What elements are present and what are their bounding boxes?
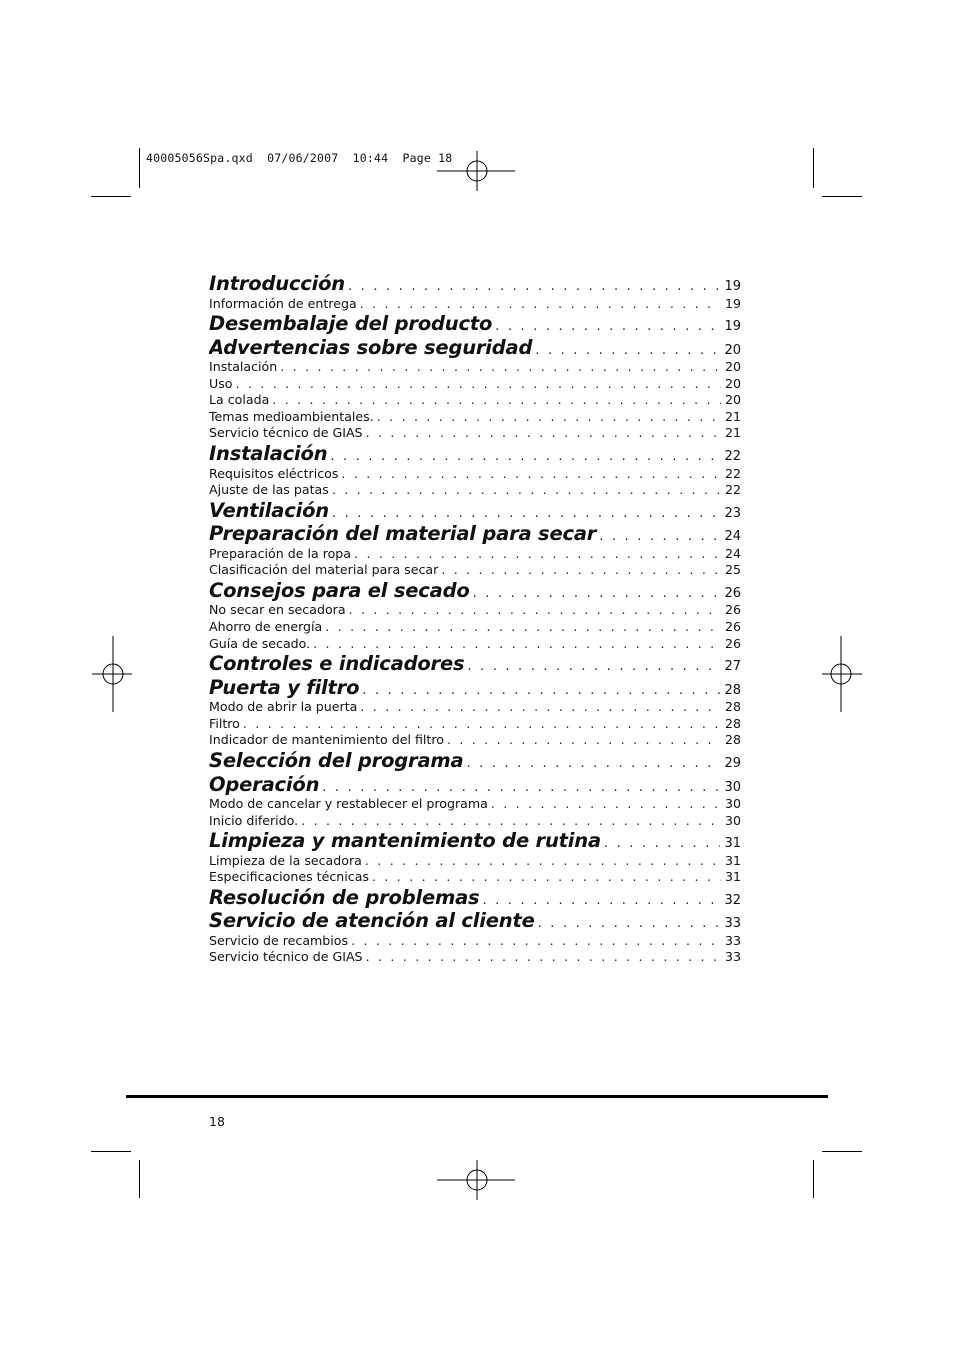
toc-title: Operación	[209, 772, 320, 796]
toc-leader-dots	[351, 933, 721, 948]
toc-entry[interactable]	[209, 813, 741, 830]
registration-mark-bottom	[437, 1140, 517, 1220]
toc-page-number: 26	[724, 635, 741, 651]
toc-heading[interactable]	[209, 312, 741, 336]
toc-leader-dots	[604, 836, 721, 851]
toc-title: Guía de secado.	[209, 635, 311, 651]
toc-title: Servicio de atención al cliente	[209, 909, 535, 933]
toc-entry[interactable]	[209, 853, 741, 870]
toc-page-number: 20	[724, 392, 741, 408]
toc-page-number: 28	[724, 715, 741, 731]
toc-leader-dots	[322, 780, 720, 795]
toc-page-number: 19	[724, 319, 741, 335]
toc-leader-dots	[535, 343, 720, 358]
toc-page-number: 22	[724, 482, 741, 498]
toc-title: Resolución de problemas	[209, 885, 480, 909]
toc-title: Preparación de la ropa	[209, 545, 352, 561]
toc-leader-dots	[473, 586, 721, 601]
toc-title: Servicio técnico de GIAS	[209, 949, 363, 965]
toc-page-number: 22	[724, 449, 741, 465]
toc-title: Servicio de recambios	[209, 932, 349, 948]
toc-heading[interactable]	[209, 652, 741, 676]
toc-page-number: 29	[724, 756, 741, 771]
toc-heading[interactable]	[209, 909, 741, 933]
crop-mark-tr-v	[813, 148, 814, 188]
toc-entry[interactable]	[209, 392, 741, 409]
toc-heading[interactable]	[209, 773, 741, 797]
toc-heading[interactable]	[209, 442, 741, 466]
toc-page-number: 33	[724, 932, 741, 948]
toc-entry[interactable]	[209, 296, 741, 313]
toc-heading[interactable]	[209, 749, 741, 773]
toc-title: Preparación del material para secar	[209, 522, 597, 546]
toc-page-number: 21	[724, 425, 741, 441]
toc-leader-dots	[341, 466, 721, 481]
toc-heading[interactable]	[209, 499, 741, 523]
page-number: 18	[209, 1114, 225, 1129]
toc-page-number: 20	[724, 375, 741, 391]
toc-leader-dots	[354, 546, 721, 561]
toc-heading[interactable]	[209, 829, 741, 853]
toc-page-number: 30	[724, 779, 741, 795]
toc-heading[interactable]	[209, 886, 741, 910]
toc-entry[interactable]	[209, 562, 741, 579]
toc-page-number: 22	[724, 465, 741, 481]
toc-title: Filtro	[209, 715, 240, 731]
toc-leader-dots	[491, 796, 721, 811]
toc-leader-dots	[325, 619, 721, 634]
toc-leader-dots	[467, 756, 721, 771]
toc-page-number: 31	[724, 836, 741, 852]
toc-entry[interactable]	[209, 602, 741, 619]
registration-mark-left	[92, 636, 132, 712]
toc-leader-dots	[313, 636, 721, 651]
toc-leader-dots	[348, 279, 720, 294]
registration-mark-right	[822, 636, 862, 712]
toc-heading[interactable]	[209, 272, 741, 296]
toc-leader-dots	[372, 869, 721, 884]
toc-leader-dots	[441, 562, 721, 577]
toc-title: Temas medioambientales.	[209, 408, 374, 424]
toc-page-number: 19	[724, 295, 741, 311]
footer-rule	[126, 1095, 828, 1098]
toc-leader-dots	[301, 813, 721, 828]
toc-title: Servicio técnico de GIAS	[209, 425, 363, 441]
toc-page-number: 33	[724, 916, 741, 932]
toc-heading[interactable]	[209, 522, 741, 546]
toc-title: La colada	[209, 392, 270, 408]
toc-leader-dots	[538, 916, 721, 931]
toc-page-number: 21	[724, 408, 741, 424]
toc-title: Ahorro de energía	[209, 619, 323, 635]
toc-page-number: 31	[724, 869, 741, 885]
toc-title: Limpieza de la secadora	[209, 852, 362, 868]
toc-heading[interactable]	[209, 676, 741, 700]
toc-title: Información de entrega	[209, 295, 357, 311]
toc-title: Clasificación del material para secar	[209, 562, 439, 578]
toc-leader-dots	[332, 482, 721, 497]
toc-page-number: 28	[724, 732, 741, 748]
toc-title: Desembalaje del producto	[209, 312, 493, 336]
toc-entry[interactable]	[209, 546, 741, 563]
toc-title: No secar en secadora	[209, 602, 346, 618]
toc-entry[interactable]	[209, 699, 741, 716]
crop-mark-br-h	[822, 1151, 862, 1152]
toc-page-number: 24	[724, 545, 741, 561]
toc-title: Puerta y filtro	[209, 675, 360, 699]
toc-title: Limpieza y mantenimiento de rutina	[209, 829, 601, 853]
toc-leader-dots	[467, 659, 720, 674]
toc-entry[interactable]	[209, 732, 741, 749]
toc-title: Indicador de mantenimiento del filtro	[209, 732, 444, 748]
toc-leader-dots	[235, 376, 720, 391]
toc-leader-dots	[332, 506, 721, 521]
toc-leader-dots	[366, 949, 721, 964]
toc-heading[interactable]	[209, 336, 741, 360]
toc-page-number: 33	[724, 949, 741, 965]
toc-entry[interactable]	[209, 636, 741, 653]
print-slug: 40005056Spa.qxd 07/06/2007 10:44 Page 18	[146, 151, 453, 165]
toc-page-number: 26	[724, 585, 741, 601]
toc-title: Inicio diferido.	[209, 812, 299, 828]
toc-page-number: 28	[724, 682, 741, 698]
crop-mark-bl-h	[91, 1151, 131, 1152]
toc-entry[interactable]	[209, 933, 741, 950]
toc-leader-dots	[349, 602, 721, 617]
toc-page-number: 30	[724, 812, 741, 828]
toc-page-number: 28	[724, 699, 741, 715]
toc-title: Controles e indicadores	[209, 652, 465, 676]
toc-page-number: 27	[724, 659, 741, 675]
toc-heading[interactable]	[209, 579, 741, 603]
toc-entry[interactable]	[209, 425, 741, 442]
toc-page-number: 20	[724, 359, 741, 375]
toc-leader-dots	[599, 529, 720, 544]
toc-page-number: 24	[724, 529, 741, 545]
toc-entry[interactable]	[209, 482, 741, 499]
toc-entry[interactable]	[209, 869, 741, 886]
toc-entry[interactable]	[209, 949, 741, 966]
toc-title: Especificaciones técnicas	[209, 869, 369, 885]
toc-leader-dots	[495, 319, 720, 334]
toc-page-number: 31	[724, 852, 741, 868]
toc-title: Advertencias sobre seguridad	[209, 335, 533, 359]
toc-entry[interactable]	[209, 376, 741, 393]
crop-mark-br-v	[813, 1160, 814, 1198]
registration-mark-top	[437, 131, 517, 211]
toc-page-number: 26	[724, 602, 741, 618]
toc-page-number: 25	[724, 562, 741, 578]
toc-leader-dots	[447, 732, 721, 747]
toc-title: Ajuste de las patas	[209, 482, 329, 498]
toc-leader-dots	[377, 409, 721, 424]
toc-title: Instalación	[209, 442, 328, 466]
toc-page-number: 23	[724, 505, 741, 521]
toc-leader-dots	[482, 893, 720, 908]
toc-entry[interactable]	[209, 716, 741, 733]
toc-leader-dots	[243, 716, 721, 731]
toc-title: Selección del programa	[209, 749, 464, 772]
toc-entry[interactable]	[209, 409, 741, 426]
toc-title: Modo de cancelar y restablecer el programa	[209, 796, 488, 811]
toc-leader-dots	[360, 296, 721, 311]
toc-entry[interactable]	[209, 359, 741, 376]
toc-entry[interactable]	[209, 796, 741, 813]
crop-mark-bl-v	[139, 1160, 140, 1198]
toc-page-number: 20	[724, 342, 741, 358]
table-of-contents	[209, 272, 741, 966]
toc-title: Uso	[209, 375, 233, 391]
toc-page-number: 19	[724, 279, 741, 294]
toc-leader-dots	[362, 683, 720, 698]
toc-title: Modo de abrir la puerta	[209, 699, 358, 715]
toc-page-number: 30	[724, 796, 741, 811]
toc-page-number: 26	[724, 619, 741, 635]
toc-entry[interactable]	[209, 466, 741, 483]
crop-mark-tr-h	[822, 196, 862, 197]
toc-title: Introducción	[209, 272, 345, 295]
toc-leader-dots	[366, 425, 721, 440]
toc-leader-dots	[280, 359, 721, 374]
toc-leader-dots	[330, 449, 720, 464]
toc-page-number: 32	[724, 892, 741, 908]
toc-entry[interactable]	[209, 619, 741, 636]
crop-mark-tl-v	[139, 148, 140, 188]
toc-leader-dots	[272, 392, 721, 407]
crop-mark-tl-h	[91, 196, 131, 197]
toc-title: Ventilación	[209, 498, 329, 522]
toc-title: Requisitos eléctricos	[209, 465, 339, 481]
toc-leader-dots	[365, 853, 721, 868]
toc-title: Instalación	[209, 359, 278, 375]
toc-leader-dots	[360, 699, 721, 714]
toc-title: Consejos para el secado	[209, 578, 470, 602]
